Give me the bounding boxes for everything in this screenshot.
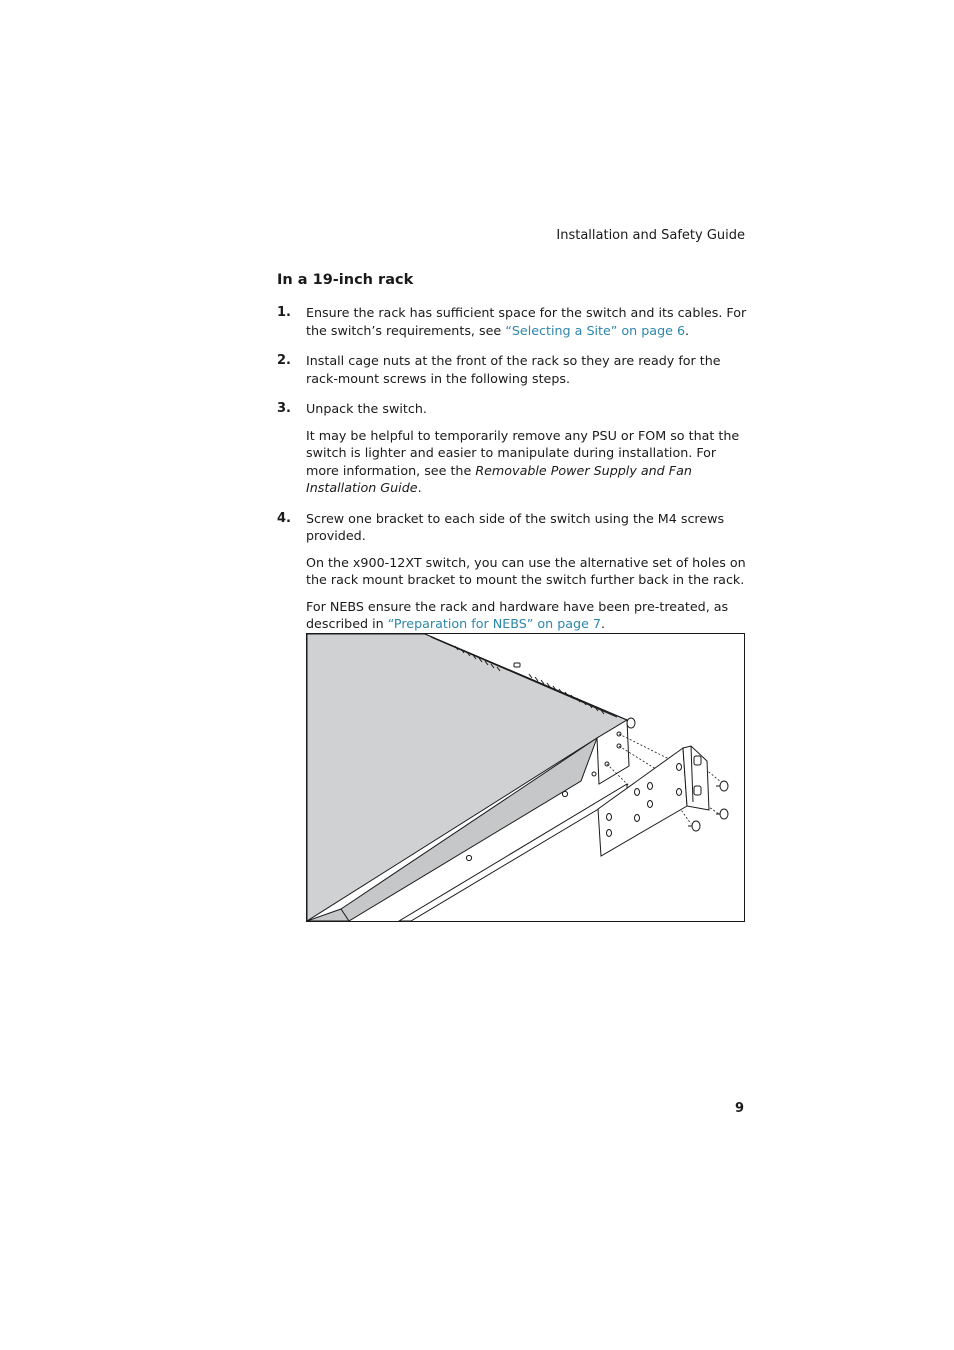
step-1 [277,304,747,339]
running-head: Installation and Safety Guide [556,228,745,243]
step-text: Ensure the rack has sufficient space for the switch and its cables. For the switch’s requirements, see “Selecting a Site” on page 6. [306,305,747,338]
step-number: 4. [277,510,291,526]
step-text: Screw one bracket to each side of the switch using the M4 screws provided. [306,510,725,543]
step-number: 3. [277,401,291,416]
link-preparation-for-nebs[interactable]: “Preparation for NEBS” on page 7 [387,616,601,631]
step-text: Unpack the switch. [306,401,427,416]
installation-steps [277,304,747,672]
section-title: In a 19-inch rack [277,272,414,288]
screw-head-icon [627,718,635,728]
step-nebs-note: For NEBS ensure the rack and hardware have been pre-treated, as described in “Preparation for NEBS” on page 7. [306,598,729,631]
step-number: 2. [277,353,291,368]
step-note: It may be helpful to temporarily remove any PSU or FOM so that the switch is lighter and easier to manipulate during installation. For more information, see the Removable Power Supply and Fan Installation Guide. [306,427,740,495]
link-selecting-a-site[interactable]: “Selecting a Site” on page 6 [505,322,686,338]
page-number: 9 [734,1101,744,1116]
step-3 [277,400,747,497]
bracket-fitting-figure [306,633,745,922]
bracket-illustration [307,634,744,921]
step-text: Install cage nuts at the front of the rack so they are ready for the rack-mount screws in the following steps. [306,353,721,386]
step-2 [277,352,747,387]
step-note: On the x900-12XT switch, you can use the alternative set of holes on the rack mount bracket to mount the switch further back in the rack. [306,554,746,587]
step-number: 1. [277,305,291,320]
guide-title: Removable Power Supply and Fan Installation Guide [306,462,692,495]
